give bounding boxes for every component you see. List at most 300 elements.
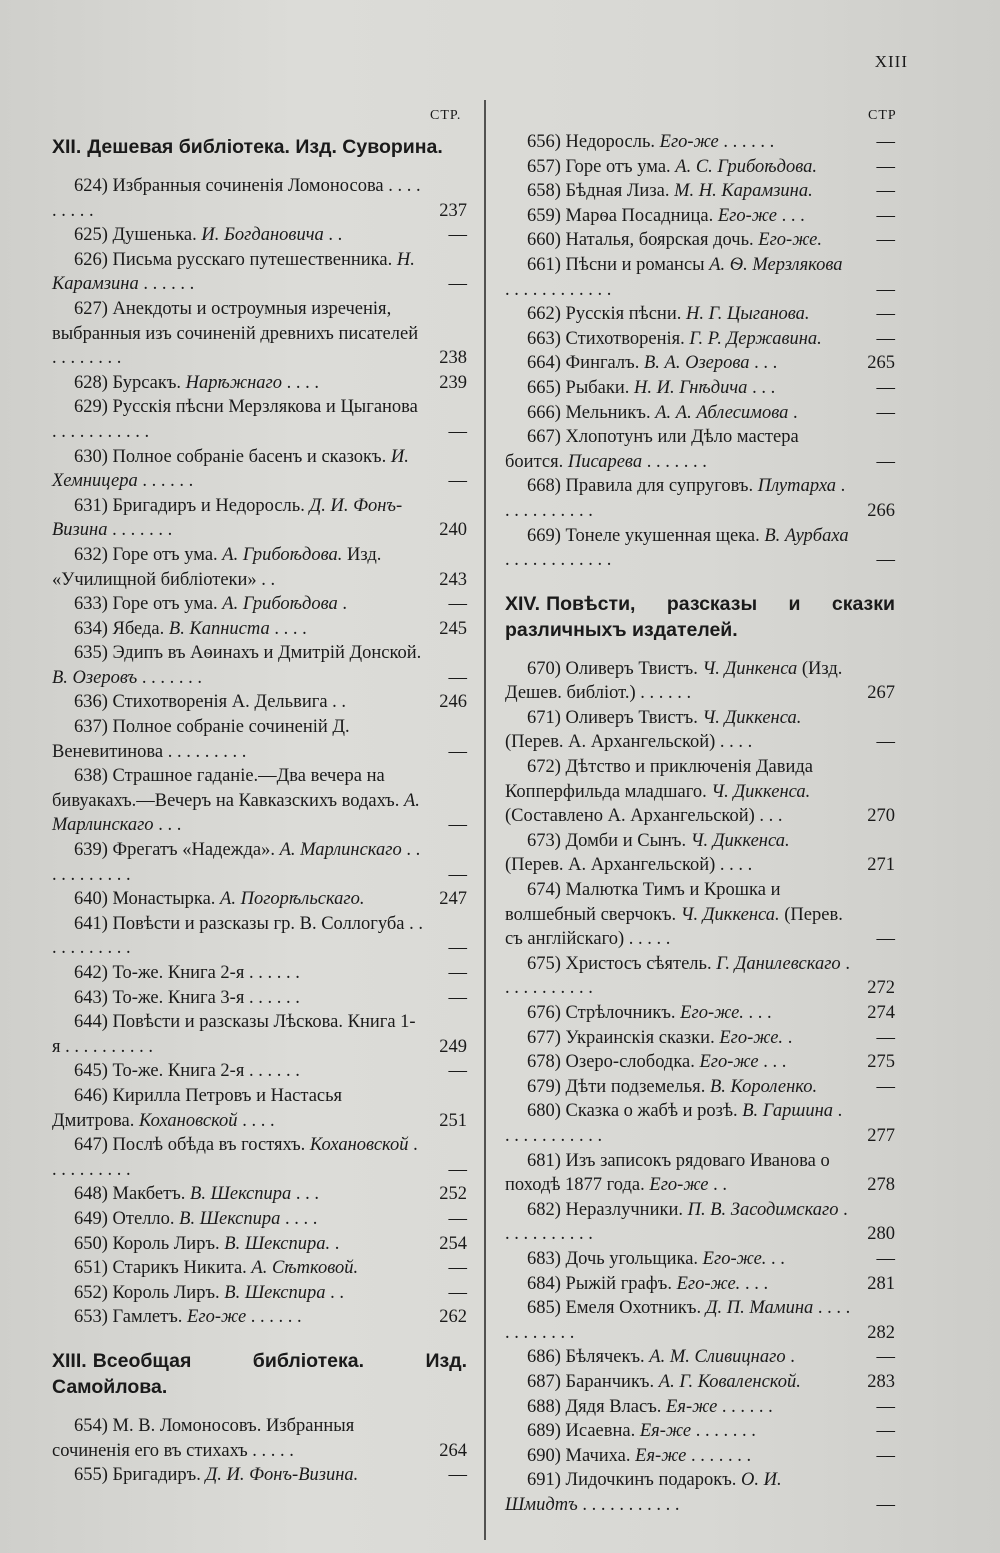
entry-tail: (Изд. Дешев. библіот.) . . . . . . (505, 658, 843, 704)
entry-text (505, 1198, 851, 1247)
entry-text (52, 764, 423, 838)
entry-tail: . . . . . . . (642, 451, 707, 472)
entry-title: Лидочкинъ подарокъ. (565, 1470, 742, 1491)
entry-title: Хлопотунъ или Дѣло мастера боится. (505, 427, 799, 472)
catalog-entry (52, 592, 467, 617)
entry-tail: (Составлено А. Архангельской) . . . (505, 806, 783, 827)
entry-tail: . . . . . . (717, 1396, 773, 1417)
entry-tail: . . . (743, 1003, 772, 1023)
entry-text (505, 1026, 851, 1051)
entry-page: — (876, 279, 895, 300)
catalog-entry (52, 248, 467, 297)
page-number: XIII (874, 52, 908, 71)
entry-title: Русскія пѣсни Мерзлякова и Цыганова . . . . . . . . . . . (52, 397, 418, 442)
catalog-entry (52, 1059, 467, 1084)
entry-number: 683) (527, 1248, 566, 1269)
entry-title: Гамлетъ. (112, 1307, 188, 1328)
entry-number: 685) (527, 1298, 566, 1319)
catalog-entry (52, 445, 467, 494)
entry-title: Полное собраніе сочиненій Д. Веневитинова . . . . . . . . . (52, 717, 350, 762)
entry-title: Изъ записокъ рядоваго Иванова о походѣ 1877 года. (505, 1150, 830, 1196)
entry-tail: . (783, 1027, 793, 1048)
catalog-entry (52, 174, 467, 223)
entry-text (505, 1468, 851, 1517)
entry-page: — (876, 732, 895, 753)
catalog-entry (505, 228, 895, 253)
entry-text (505, 829, 851, 878)
entry-page: — (876, 1445, 895, 1466)
entry-text (505, 1419, 851, 1444)
entry-title: Король Лиръ. (112, 1282, 225, 1303)
entry-text (52, 1207, 423, 1232)
entry-title: Русскія пѣсни. (565, 304, 686, 325)
entry-number: 667) (527, 427, 566, 448)
entry-text (505, 228, 851, 253)
entry-title: Правила для супруговъ. (565, 476, 758, 497)
entry-number: 676) (527, 1003, 566, 1023)
entry-page: 278 (867, 1175, 895, 1196)
entry-text (505, 878, 851, 952)
entry-tail: (Перев. съ англійскаго) . . . . . (505, 904, 843, 950)
entry-page: — (448, 741, 467, 762)
catalog-entry (505, 204, 895, 229)
entry-author: Его-же. (680, 1003, 744, 1023)
entry-page: — (448, 938, 467, 959)
entry-tail: . (337, 594, 348, 615)
entry-page: 282 (867, 1322, 895, 1343)
entry-tail: . . . . . . (718, 132, 775, 152)
entry-author: В. Шекспира. (224, 1233, 331, 1254)
entry-number: 682) (527, 1199, 566, 1220)
entry-tail: . . (708, 1175, 727, 1196)
entry-text (52, 1182, 423, 1207)
entry-number: 656) (527, 132, 566, 152)
entry-author: Д. И. Фонъ-Визина (52, 495, 403, 541)
entry-page: 240 (439, 520, 467, 541)
entry-text (52, 961, 423, 986)
entry-author: Его-же (699, 1052, 759, 1073)
entry-text (52, 1232, 423, 1257)
catalog-entry (505, 327, 895, 352)
entry-tail: . (785, 1347, 795, 1368)
entry-tail: . . . . . . . . . . . . (505, 1101, 843, 1146)
entry-author: В. Гаршина (742, 1101, 834, 1122)
entry-title: То-же. Книга 2-я . . . . . . (112, 963, 300, 983)
entry-number: 630) (74, 446, 113, 467)
entry-text (505, 204, 851, 229)
entry-tail: (Перев. А. Архангельской) . . . . (505, 732, 753, 753)
entry-page: 277 (867, 1125, 895, 1146)
catalog-entry (52, 961, 467, 986)
entry-number: 631) (74, 495, 113, 516)
entry-tail: . . (323, 225, 343, 246)
entry-text (52, 1010, 423, 1059)
entry-number: 670) (527, 658, 566, 679)
entry-author: А. Грибоѣдова (222, 594, 338, 615)
catalog-entry (52, 1414, 467, 1463)
catalog-entry (505, 1075, 895, 1100)
entry-page: — (448, 1465, 467, 1486)
entry-tail: . . (325, 1282, 344, 1303)
entry-title: Фингалъ. (565, 353, 644, 374)
entry-number: 665) (527, 377, 566, 398)
entry-title: Макбетъ. (112, 1184, 191, 1205)
entry-number: 679) (527, 1076, 566, 1097)
entry-number: 673) (527, 830, 566, 851)
entry-author: В. Шекспира (190, 1184, 292, 1205)
catalog-entry (52, 494, 467, 543)
entry-text (505, 351, 851, 376)
entry-author: А. Марлинскаго (279, 840, 402, 861)
entry-author: В. Короленко. (709, 1076, 818, 1097)
entry-author: А. Грибоѣдова. (222, 544, 343, 565)
column-header-right: СТР (868, 108, 897, 123)
catalog-entry (52, 715, 467, 764)
entry-author: О. И. Шмидтъ (505, 1470, 782, 1515)
entry-page: — (876, 1494, 895, 1515)
entry-text (52, 395, 423, 444)
entry-tail: . . . . (237, 1110, 275, 1131)
entry-number: 671) (527, 707, 566, 728)
entry-page: 283 (867, 1371, 895, 1392)
catalog-entry (52, 641, 467, 690)
catalog-entry (52, 912, 467, 961)
entry-page: 251 (439, 1110, 467, 1131)
entry-tail: . . . . . . . . . . . (577, 1494, 680, 1515)
entry-tail: . . . (749, 353, 778, 374)
entry-page: 239 (439, 372, 467, 393)
entry-title: Стрѣлочникъ. (565, 1003, 681, 1023)
entry-title: Пѣсни и романсы (565, 254, 710, 275)
catalog-entry (505, 878, 895, 952)
entry-text (505, 706, 851, 755)
entry-title: Письма русскаго путешественника. (112, 249, 397, 270)
entry-title: Бѣдная Лиза. (565, 181, 675, 202)
entry-author: Его-же (659, 132, 719, 152)
entry-author: Ея-же (639, 1421, 692, 1442)
entry-tail: (Перев. А. Архангельской) . . . . (505, 855, 753, 876)
entry-number: 687) (527, 1371, 566, 1392)
entry-text (505, 524, 851, 573)
entry-title: Горе отъ ума. (112, 544, 223, 565)
catalog-entry (505, 425, 895, 474)
entry-number: 629) (74, 397, 113, 418)
entry-author: А. А. Аблесимова (655, 402, 789, 423)
entry-text (505, 130, 851, 155)
entry-text (52, 592, 423, 617)
entry-number: 624) (74, 176, 113, 196)
catalog-entry (505, 1272, 895, 1297)
entry-tail: . . . . (280, 1208, 318, 1229)
entry-number: 633) (74, 594, 113, 615)
catalog-entry (505, 1050, 895, 1075)
entry-page: 270 (867, 806, 895, 827)
catalog-entry (52, 1463, 467, 1488)
entry-number: 638) (74, 766, 113, 787)
entry-text (52, 1463, 423, 1488)
entry-tail: . . . . . . . (107, 520, 173, 541)
catalog-entry (52, 543, 467, 592)
entry-author: Н. Карамзина (52, 249, 415, 295)
entry-title: Дѣтство и приключенія Давида Копперфильда младшаго. (505, 757, 813, 802)
entry-text (52, 641, 423, 690)
entry-text (505, 179, 851, 204)
entry-page: — (876, 550, 895, 571)
entry-page: 272 (867, 978, 895, 999)
entry-page: — (448, 987, 467, 1008)
entry-number: 660) (527, 230, 566, 251)
catalog-entry (52, 690, 467, 715)
entry-tail: . . . (747, 377, 776, 398)
entry-text (505, 302, 851, 327)
entry-number: 688) (527, 1396, 566, 1417)
entry-page: — (876, 156, 895, 177)
entry-text (505, 1001, 851, 1026)
entry-author: Ч. Диккенса. (711, 781, 811, 802)
entry-text (505, 755, 851, 829)
entry-title: Анекдоты и остроумныя изреченія, выбранныя изъ сочиненій древнихъ писателей . . . . . . . . (52, 298, 419, 369)
entry-page: 238 (439, 348, 467, 369)
catalog-entry (52, 764, 467, 838)
entry-number: 637) (74, 717, 113, 738)
catalog-entry (52, 986, 467, 1011)
entry-page: — (876, 1076, 895, 1097)
entry-text (52, 371, 423, 396)
catalog-entry (505, 524, 895, 573)
entry-tail: . . . (740, 1273, 769, 1294)
entry-tail: . . . . . . . . . . . (52, 840, 421, 885)
left-column (52, 130, 467, 1488)
entry-text (505, 952, 851, 1001)
entry-title: То-же. Книга 3-я . . . . . . (112, 987, 300, 1008)
entry-page: — (876, 304, 895, 325)
catalog-entry (505, 302, 895, 327)
entry-title: Душенька. (112, 225, 202, 246)
entry-title: Сказка о жабѣ и розѣ. (565, 1101, 743, 1122)
entry-number: 647) (74, 1135, 113, 1156)
catalog-entry (505, 1149, 895, 1198)
entry-page: — (448, 421, 467, 442)
entry-page: 243 (439, 569, 467, 590)
entry-page: 249 (439, 1036, 467, 1057)
entry-title: Стихотворенія. (565, 328, 690, 349)
entry-text (52, 223, 423, 248)
entry-author: Кохановской (139, 1110, 238, 1131)
entry-author: Писарева (567, 451, 643, 472)
entry-page: — (448, 1159, 467, 1180)
entry-text (52, 1059, 423, 1084)
entry-title: Горе отъ ума. (112, 594, 223, 615)
entry-text (505, 657, 851, 706)
entry-number: 645) (74, 1061, 113, 1082)
catalog-entry (52, 1232, 467, 1257)
entry-title: Тонеле укушенная щека. (565, 525, 765, 546)
entry-author: Ч. Диккенса. (680, 904, 780, 925)
entry-page: 275 (867, 1052, 895, 1073)
right-column (505, 130, 895, 1517)
entry-text (505, 1075, 851, 1100)
catalog-entry (52, 223, 467, 248)
entry-tail: . . . . . . . . . . (52, 1135, 418, 1180)
entry-title: Баранчикъ. (565, 1371, 659, 1392)
entry-author: В. Шекспира (224, 1282, 326, 1303)
catalog-entry (52, 1084, 467, 1133)
entry-tail: . . . (758, 1052, 787, 1073)
entry-text (52, 1414, 423, 1463)
catalog-entry (505, 657, 895, 706)
column-divider (484, 100, 486, 1540)
entry-title: Повѣсти и разсказы Лѣскова. Книга 1-я . . . . . . . . . . (52, 1012, 416, 1057)
section-title (52, 134, 467, 160)
catalog-entry (505, 1296, 895, 1345)
entry-page: 281 (867, 1273, 895, 1294)
catalog-entry (505, 474, 895, 523)
catalog-entry (505, 1419, 895, 1444)
entry-text (52, 297, 423, 371)
entry-title: Эдипъ въ Аѳинахъ и Дмитрій Донской. (112, 643, 422, 664)
catalog-entry (52, 1305, 467, 1330)
entry-author: Кохановской (309, 1135, 409, 1156)
entry-author: П. В. Засодимскаго (687, 1199, 839, 1220)
entry-title: Рыжій графъ. (565, 1273, 677, 1294)
entry-title: Бурсакъ. (112, 372, 186, 393)
catalog-entry (505, 1001, 895, 1026)
entry-number: 659) (527, 205, 566, 226)
entry-number: 669) (527, 525, 566, 546)
entry-number: 644) (74, 1012, 113, 1033)
entry-title: Марѳа Посадница. (565, 205, 718, 226)
entry-title: Ябеда. (112, 618, 169, 639)
section-number: XIII. (52, 1349, 87, 1372)
entry-author: Д. И. Фонъ-Визина. (205, 1465, 359, 1486)
entry-author: А. Сѣтковой. (251, 1258, 359, 1279)
entry-author: М. Н. Карамзина. (674, 181, 813, 202)
entry-number: 666) (527, 402, 566, 423)
entry-number: 677) (527, 1027, 566, 1048)
entry-page: — (448, 1258, 467, 1279)
entry-author: Н. И. Гнѣдича (634, 377, 748, 398)
section-title (505, 591, 895, 643)
entry-author: Д. П. Мамина (705, 1298, 814, 1319)
entry-number: 626) (74, 249, 113, 270)
entry-page: 262 (439, 1307, 467, 1328)
entry-number: 653) (74, 1307, 113, 1328)
entry-number: 691) (527, 1470, 566, 1491)
catalog-entry (505, 1444, 895, 1469)
catalog-entry (505, 401, 895, 426)
catalog-entry (505, 1345, 895, 1370)
catalog-entry (52, 1010, 467, 1059)
entry-page: — (448, 471, 467, 492)
entry-author: Г. Данилевскаго (716, 953, 841, 974)
entry-text (505, 425, 851, 474)
entry-text (52, 174, 423, 223)
entry-text (52, 887, 423, 912)
entry-number: 678) (527, 1052, 566, 1073)
entry-text (52, 543, 423, 592)
entry-number: 684) (527, 1273, 566, 1294)
entry-title: Послѣ обѣда въ гостяхъ. (112, 1135, 310, 1156)
entry-number: 648) (74, 1184, 113, 1205)
entry-tail: . . . . . . . (137, 667, 202, 688)
entry-tail: . . . (291, 1184, 319, 1205)
catalog-entry (505, 155, 895, 180)
entry-text (52, 715, 423, 764)
catalog-entry (505, 1026, 895, 1051)
entry-title: Неразлучники. (565, 1199, 688, 1220)
entry-page: — (448, 225, 467, 246)
entry-page: — (448, 1208, 467, 1229)
catalog-entry (505, 253, 895, 302)
entry-number: 649) (74, 1208, 113, 1229)
entry-text (52, 248, 423, 297)
entry-title: Старикъ Никита. (112, 1258, 252, 1279)
entry-text (505, 1370, 851, 1395)
entry-title: То-же. Книга 2-я . . . . . . (112, 1061, 300, 1082)
entry-title: Бригадиръ. (112, 1465, 206, 1486)
entry-author: Ч. Диккенса. (702, 707, 802, 728)
entry-title: Дядя Власъ. (565, 1396, 667, 1417)
catalog-entry (505, 755, 895, 829)
column-header-left: СТР. (430, 108, 462, 123)
entry-number: 674) (527, 880, 566, 901)
catalog-entry (52, 297, 467, 371)
entry-page: — (876, 205, 895, 226)
entry-tail: . . . . . . . . . . . . (505, 279, 612, 300)
entry-author: В. Аурбаха (764, 525, 849, 546)
entry-number: 690) (527, 1445, 566, 1466)
entry-title: Дѣти подземелья. (565, 1076, 710, 1097)
entry-number: 636) (74, 692, 113, 713)
catalog-entry (52, 1182, 467, 1207)
entry-text (505, 1345, 851, 1370)
section-number: XIV. (505, 592, 541, 615)
entry-number: 641) (74, 913, 113, 934)
entry-number: 650) (74, 1233, 113, 1254)
entry-author: Ч. Динкенса (702, 658, 798, 679)
catalog-entry (505, 1468, 895, 1517)
catalog-entry (505, 829, 895, 878)
entry-number: 663) (527, 328, 566, 349)
entry-author: Ея-же (666, 1396, 718, 1417)
section-title-text: Повѣсти, разсказы и сказки различныхъ издателей. (505, 592, 895, 641)
entry-number: 657) (527, 156, 566, 177)
entry-text (52, 617, 423, 642)
entry-number: 675) (527, 953, 566, 974)
entry-page: — (448, 1061, 467, 1082)
entry-tail: . . . . . . . (686, 1445, 752, 1466)
entry-text (505, 1247, 851, 1272)
entry-title: Отелло. (112, 1208, 180, 1229)
section-title-text: Всеобщая библіотека. Изд. Самойлова. (52, 1349, 467, 1398)
entry-number: 642) (74, 963, 113, 983)
entry-title: Украинскія сказки. (565, 1027, 720, 1048)
entry-text (505, 1050, 851, 1075)
entry-author: А. С. Грибоѣдова. (675, 156, 817, 177)
catalog-entry (52, 395, 467, 444)
catalog-entry (52, 887, 467, 912)
entry-page: — (876, 1347, 895, 1368)
catalog-entry (505, 952, 895, 1001)
entry-tail: . . (766, 1248, 785, 1269)
entry-title: Бригадиръ и Недоросль. (112, 495, 310, 516)
entry-title: Фрегатъ «Надежда». (112, 840, 280, 861)
section-title (52, 1348, 467, 1400)
catalog-entry (505, 1395, 895, 1420)
entry-text (52, 838, 423, 887)
catalog-entry (52, 371, 467, 396)
entry-number: 680) (527, 1101, 566, 1122)
